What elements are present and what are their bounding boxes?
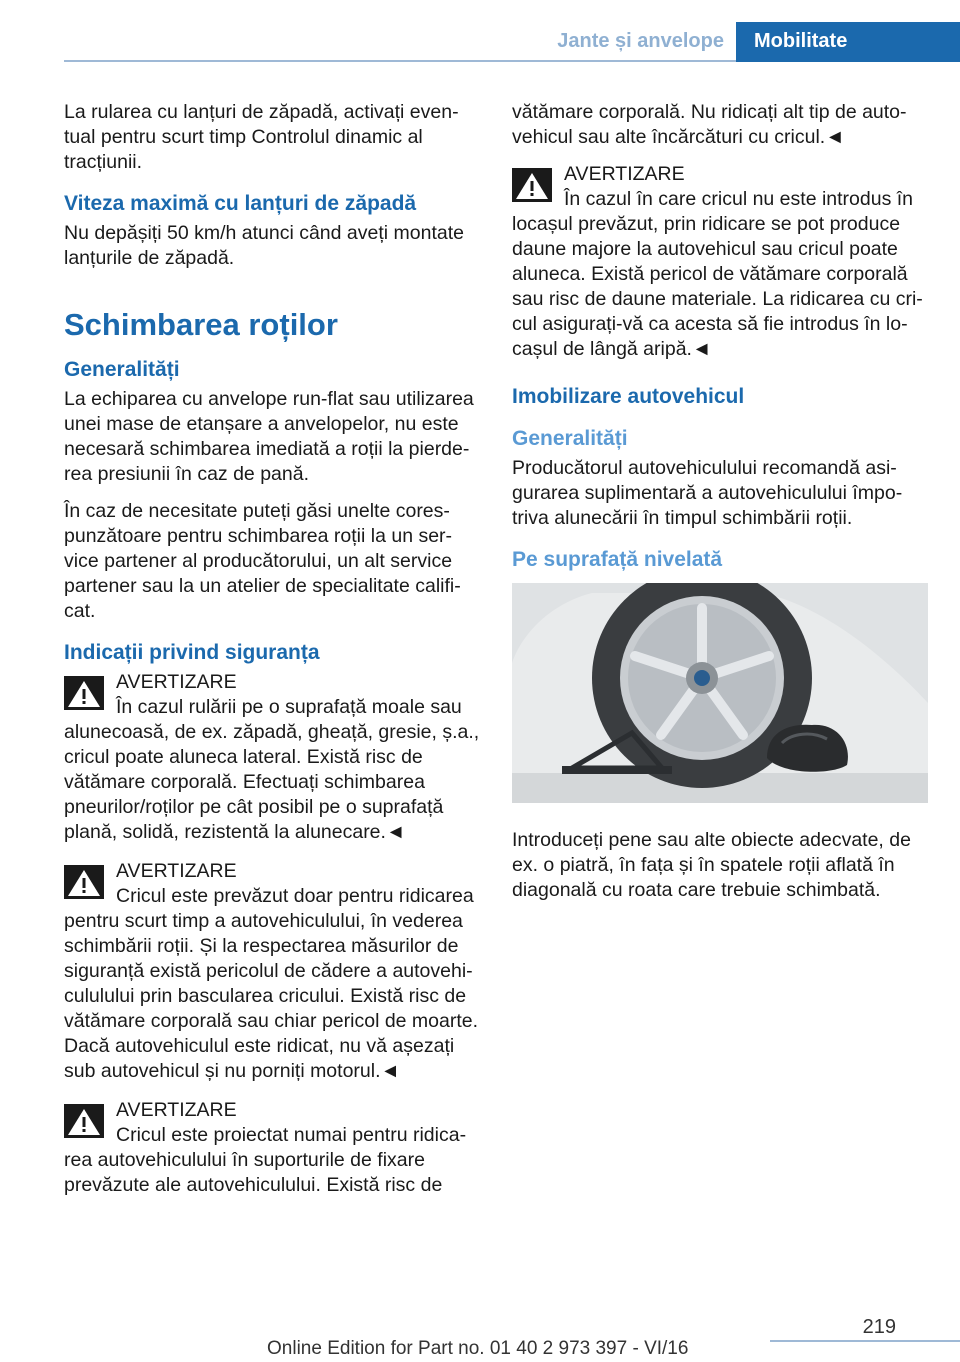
paragraph: La echiparea cu anvelope run-flat sau utilizarea unei mase de etanșare a anvelopelor, nu este necesară schimbarea imediată a roții la pierde‐rea presiunii în caz de pană. (64, 388, 474, 485)
warning-block (64, 1098, 480, 1198)
warning-triangle-icon (512, 168, 552, 202)
warning-block (64, 670, 480, 845)
paragraph: Nu depășiți 50 km/h atunci când aveți montate lanțurile de zăpadă. (64, 222, 464, 269)
page-header (0, 22, 960, 62)
warning-text: În cazul rulării pe o suprafață moale sau alunecoasă, de ex. zăpadă, gheață, gresie, ș.a., cricul poate aluneca lateral. Există risc de vătămare corporală. Efectuați schimbarea pneurilor/roților pe cât posibil pe o suprafață plană, solidă, rezistentă la alunecare.◄ (64, 696, 480, 843)
warning-triangle-icon (64, 1104, 104, 1138)
paragraph: Producătorul autovehiculului recomandă asi‐gurarea suplimentară a autovehiculului împo‐triva alunecării în timpul schimbării roții. (512, 457, 903, 529)
warning-triangle-icon (64, 676, 104, 710)
left-column (64, 100, 480, 1212)
warning-title: AVERTIZARE (116, 1099, 237, 1121)
warning-text: Cricul este proiectat numai pentru ridica‐rea autovehiculului în suporturile de fixare prevăzute ale autovehiculului. Există risc de (64, 1124, 467, 1196)
header-section: Jante și anvelope (557, 30, 724, 52)
heading-immobilize: Imobilizare autovehicul (512, 385, 745, 408)
warning-title: AVERTIZARE (116, 671, 237, 693)
warning-text: În cazul în care cricul nu este introdus în locașul prevăzut, prin ridicare se pot produce daune majore la autovehicul sau cricul poate aluneca. Există pericol de vătămare corporală sau risc de daune materiale. La ridicarea cu cri‐cul asigurați-vă ca acesta să fie introdus în lo‐cașul de lângă aripă.◄ (512, 188, 923, 360)
warning-text: Cricul este prevăzut doar pentru ridicarea pentru scurt timp a autovehiculului, în vederea schimbării roții. Și la respectarea măsurilor de siguranță există pericolul de cădere a autovehi‐cululului prin bascularea cricului. Există risc de vătămare corporală sau chiar pericol de moarte. Dacă autovehiculul este ridicat, nu vă așezați sub autovehicul și nu porniți motorul.◄ (64, 885, 479, 1082)
right-column (512, 100, 928, 915)
warning-block (64, 859, 480, 1084)
heading-max-speed: Viteza maximă cu lanțuri de zăpadă (64, 192, 417, 215)
paragraph: vătămare corporală. Nu ridicați alt tip de auto‐vehicul sau alte încărcături cu cricul.◄ (512, 101, 907, 148)
warning-triangle-icon (64, 865, 104, 899)
warning-block (512, 162, 928, 362)
page-number: 219 (862, 1316, 896, 1338)
heading-level-surface: Pe suprafață nivelată (512, 548, 723, 571)
paragraph: La rularea cu lanțuri de zăpadă, activați even‐tual pentru scurt timp Controlul dinamic al tracțiunii. (64, 101, 459, 173)
heading-general: Generalități (64, 358, 180, 381)
paragraph: În caz de necesitate puteți găsi unelte cores‐punzătoare pentru schimbarea roții la un ser‐vice partener al producătorului, un alt service partener sau la un atelier de specialitate califi‐cat. (64, 500, 461, 622)
wheel-chock-illustration (512, 583, 928, 803)
footer-rule (770, 1340, 960, 1342)
warning-title: AVERTIZARE (564, 163, 685, 185)
warning-title: AVERTIZARE (116, 860, 237, 882)
heading-general: Generalități (512, 427, 628, 450)
heading-wheel-change: Schimbarea roților (64, 307, 338, 342)
figure-caption: Introduceți pene sau alte obiecte adecvate, de ex. o piatră, în fața și în spatele roții aflată în diagonală cu roata care trebuie schimbată. (512, 829, 911, 901)
header-chapter-tab: Mobilitate (736, 22, 960, 62)
heading-safety: Indicații privind siguranța (64, 641, 320, 664)
edition-note: Online Edition for Part no. 01 40 2 973 397 - VI/16 (267, 1338, 689, 1359)
